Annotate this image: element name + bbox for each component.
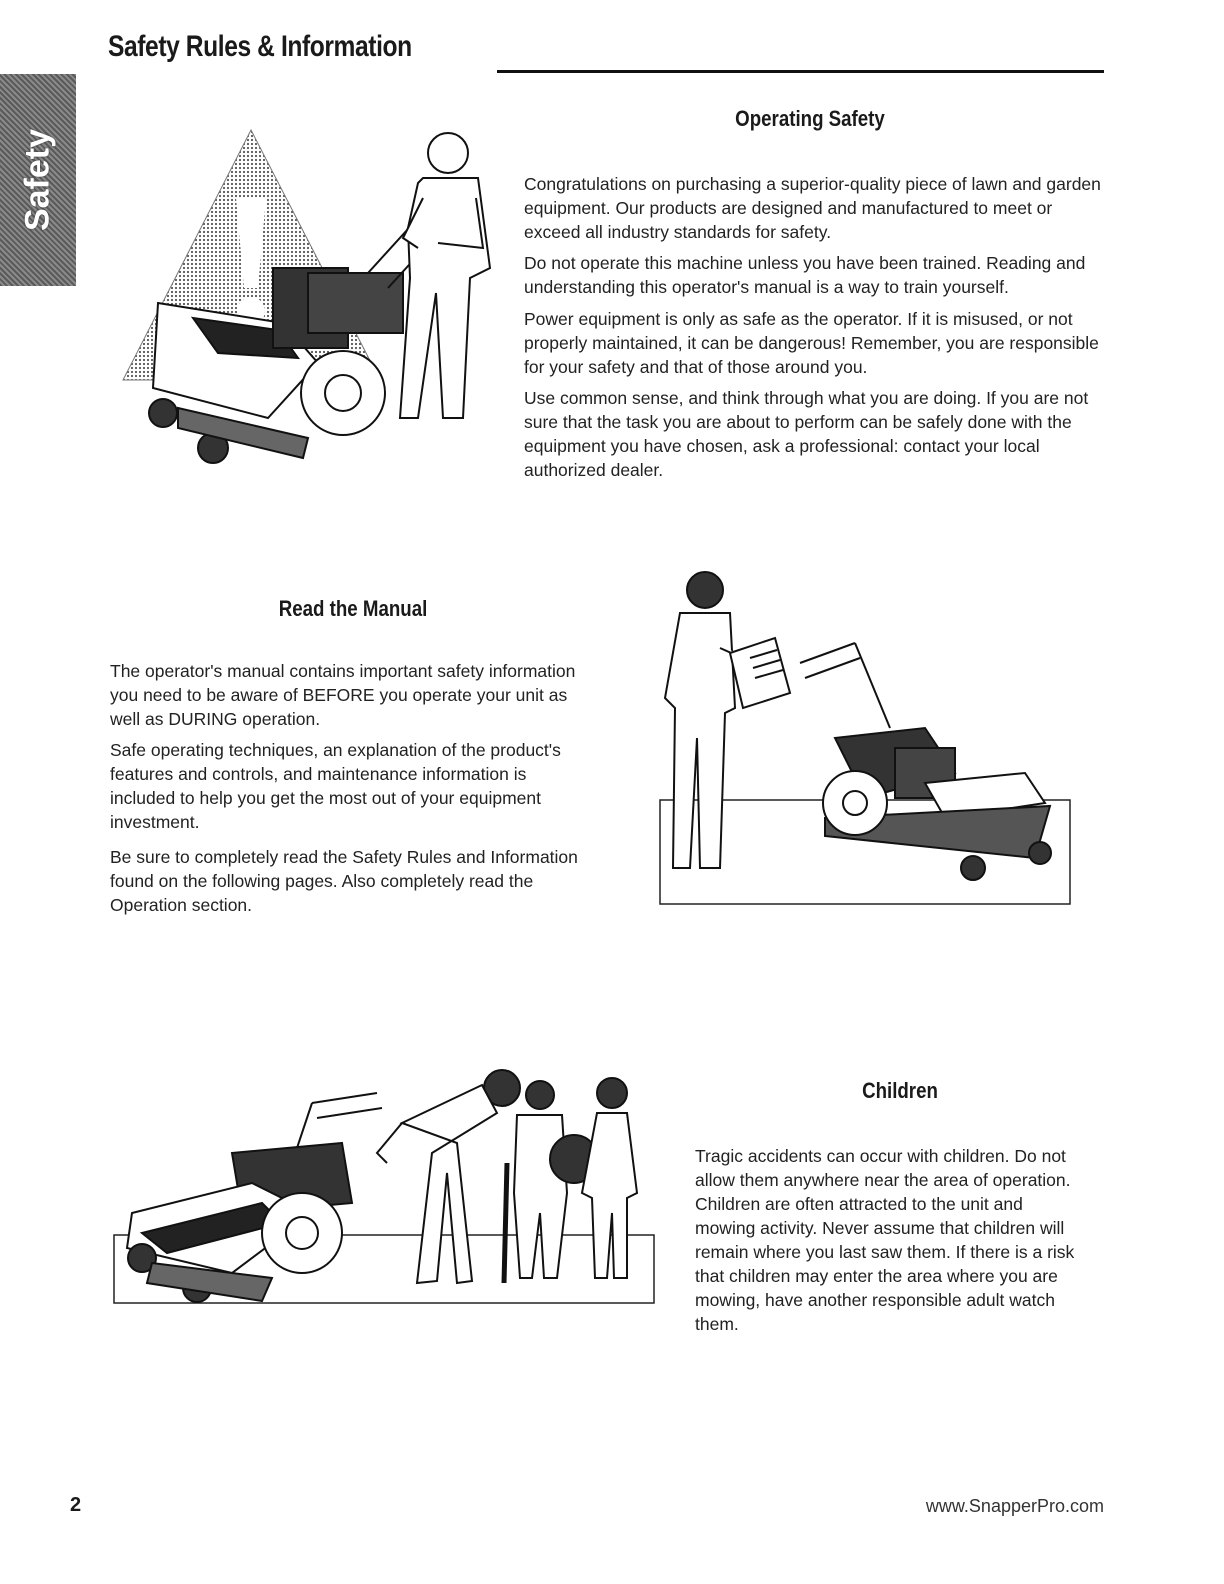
read-manual-paragraph-1: The operator's manual contains important safety information you need to be aware of BEFORE you operate your unit as well as DURING operation. (110, 661, 576, 729)
operating-safety-paragraph-3: Power equipment is only as safe as the operator. If it is misused, or not properly maintained, it can be dangerous! Remember, you are responsible for your safety and that of those around you. (524, 309, 1099, 377)
adult-person-icon (377, 1070, 520, 1283)
page-title: Safety Rules & Information (108, 30, 412, 63)
man-reading-icon (665, 572, 770, 868)
operating-safety-paragraph-4: Use common sense, and think through what you are doing. If you are not sure that the task you are about to perform can be safely done with the equipment you have chosen, ask a professional: contact your local authorized dealer. (524, 388, 1089, 480)
footer-website-link[interactable]: www.SnapperPro.com (925, 1496, 1104, 1516)
page-number: 2 (70, 1494, 82, 1516)
side-tab-label: Safety (18, 128, 57, 232)
children-heading: Children (862, 1078, 938, 1103)
mower-icon (127, 1093, 382, 1302)
read-manual-paragraph-3: Be sure to completely read the Safety Rules and Information found on the following pages. Also completely read the Operation section. (110, 847, 578, 915)
operating-safety-paragraph-1: Congratulations on purchasing a superior-quality piece of lawn and garden equipment. Our products are designed and manufactured to meet or exceed all industry standards for safety. (524, 174, 1101, 242)
mower-icon (800, 643, 1051, 880)
reading-manual-illustration (655, 568, 1075, 908)
children-paragraph-1: Tragic accidents can occur with children. Do not allow them anywhere near the area of operation. Children are often attracted to the unit and mowing activity. Never assume that children will remain where you last saw them. If there is a risk that children may enter the area where you are mowing, have another responsible adult watch them. (695, 1146, 1075, 1334)
child-with-bat-icon (504, 1081, 567, 1283)
children-safety-illustration (112, 1063, 657, 1307)
operating-safety-paragraph-2: Do not operate this machine unless you have been trained. Reading and understanding this operator's manual is a way to train yourself. (524, 253, 1086, 297)
manual-book-icon (730, 638, 790, 708)
header-rule (497, 70, 1104, 73)
child-girl-icon (582, 1078, 637, 1278)
read-manual-paragraph-2: Safe operating techniques, an explanation of the product's features and controls, and maintenance information is included to help you get the most out of your equipment investment. (110, 740, 561, 832)
operating-safety-heading: Operating Safety (735, 106, 885, 131)
operator-person-icon (400, 133, 490, 418)
warning-operator-illustration (118, 118, 502, 496)
read-manual-heading: Read the Manual (278, 596, 428, 621)
